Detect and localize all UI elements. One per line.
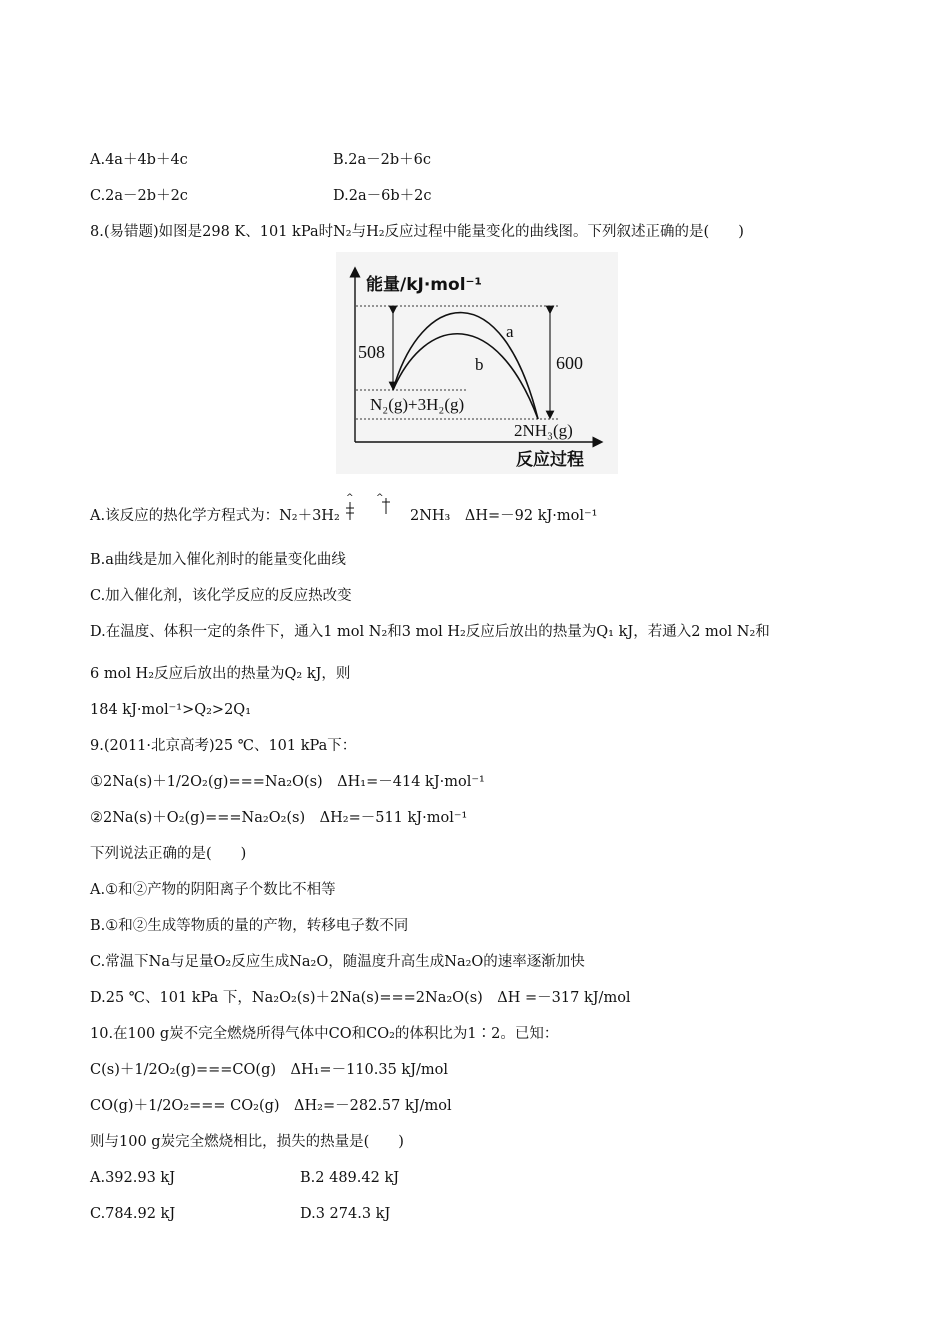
q10-option-c: C.784.92 kJ	[90, 1206, 176, 1222]
q10-option-a: A.392.93 kJ	[90, 1170, 176, 1186]
q7-option-a: A.4a＋4b＋4c	[90, 152, 188, 168]
reversible-arrow-icon	[346, 492, 406, 525]
q8-option-a-prefix: A.该反应的热化学方程式为：N₂＋3H₂	[90, 508, 340, 524]
q7-option-d: D.2a－6b＋2c	[333, 188, 432, 204]
q10-option-d: D.3 274.3 kJ	[300, 1206, 391, 1222]
q10-option-b: B.2 489.42 kJ	[300, 1170, 400, 1186]
y-axis-label: 能量/kJ·mol⁻¹	[366, 275, 482, 295]
q8-option-b: B.a曲线是加入催化剂时的能量变化曲线	[90, 552, 346, 568]
q8-option-d-line1: D.在温度、体积一定的条件下，通入1 mol N₂和3 mol H₂反应后放出的热量为Q₁ kJ，若通入2 mol N₂和	[90, 624, 770, 640]
q8-option-c: C.加入催化剂，该化学反应的反应热改变	[90, 588, 352, 604]
svg-text:^: ^	[346, 493, 354, 503]
q7-option-b: B.2a－2b＋6c	[333, 152, 431, 168]
q9-option-a: A.①和②产物的阴阳离子个数比不相等	[90, 882, 336, 898]
svg-text:^: ^	[376, 493, 384, 503]
q10-equation-2: CO(g)＋1/2O₂=== CO₂(g) ΔH₂=－282.57 kJ/mol	[90, 1098, 452, 1114]
q8-stem: 8.(易错题)如图是298 K、101 kPa时N₂与H₂反应过程中能量变化的曲线图。下列叙述正确的是( )	[90, 224, 744, 240]
q8-option-d-line3: 184 kJ·mol⁻¹>Q₂>2Q₁	[90, 702, 252, 718]
label-508: 508	[358, 342, 385, 362]
q7-option-c: C.2a－2b＋2c	[90, 188, 188, 204]
q9-question: 下列说法正确的是( )	[90, 846, 247, 862]
q8-option-d-line2: 6 mol H₂反应后放出的热量为Q₂ kJ，则	[90, 666, 351, 682]
q9-equation-1: ①2Na(s)＋1/2O₂(g)===Na₂O(s) ΔH₁=－414 kJ·mol⁻¹	[90, 774, 485, 790]
q10-equation-1: C(s)＋1/2O₂(g)===CO(g) ΔH₁=－110.35 kJ/mol	[90, 1062, 449, 1078]
label-600: 600	[556, 353, 583, 373]
q9-option-d: D.25 ℃、101 kPa 下，Na₂O₂(s)＋2Na(s)===2Na₂O(s) ΔH =－317 kJ/mol	[90, 990, 631, 1006]
q9-option-c: C.常温下Na与足量O₂反应生成Na₂O，随温度升高生成Na₂O的速率逐渐加快	[90, 954, 585, 970]
q9-equation-2: ②2Na(s)＋O₂(g)===Na₂O₂(s) ΔH₂=－511 kJ·mol⁻¹	[90, 810, 468, 826]
curve-a-label: a	[506, 322, 514, 341]
q9-stem: 9.(2011·北京高考)25 ℃、101 kPa下：	[90, 738, 357, 754]
q8-option-a-suffix: 2NH₃ ΔH=－92 kJ·mol⁻¹	[410, 508, 598, 524]
products-label: 2NH₃(g)	[514, 421, 573, 440]
energy-diagram-svg	[336, 252, 618, 474]
curve-b-label: b	[475, 355, 484, 374]
q10-question: 则与100 g炭完全燃烧相比，损失的热量是( )	[90, 1134, 404, 1150]
q9-option-b: B.①和②生成等物质的量的产物，转移电子数不同	[90, 918, 409, 934]
energy-diagram	[336, 252, 618, 474]
x-axis-label: 反应过程	[516, 450, 584, 470]
reactants-label: N₂(g)+3H₂(g)	[370, 395, 465, 414]
q10-stem: 10.在100 g炭不完全燃烧所得气体中CO和CO₂的体积比为1∶2。已知：	[90, 1026, 559, 1042]
